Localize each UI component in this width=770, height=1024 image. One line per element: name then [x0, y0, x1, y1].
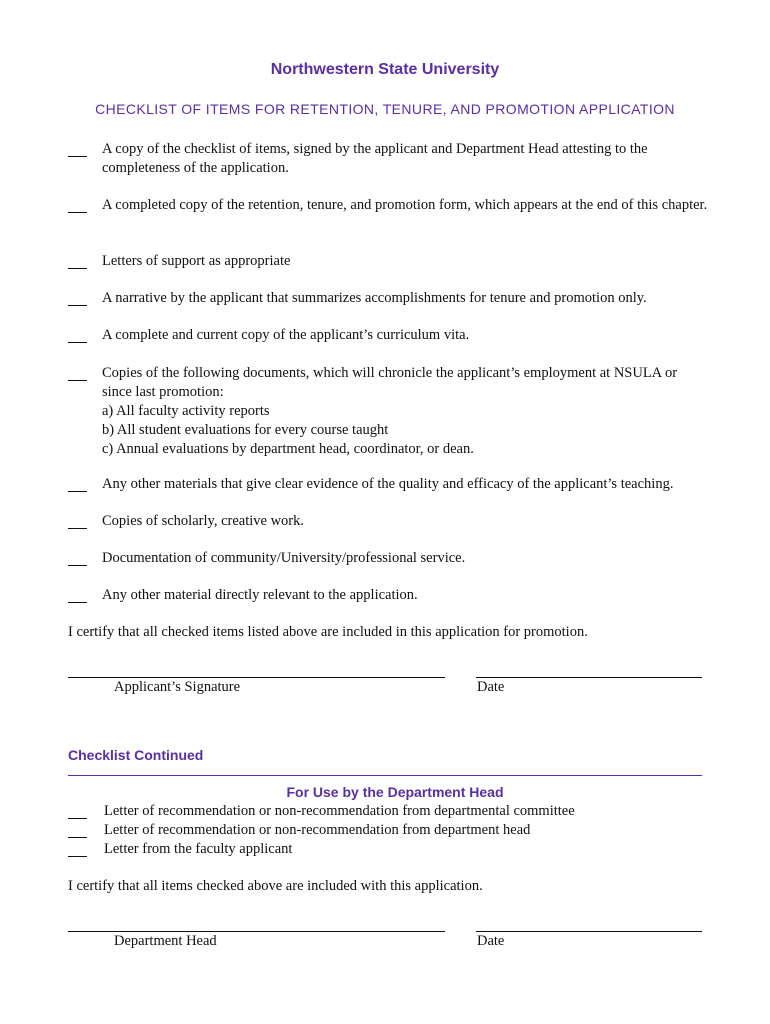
department-head-label: Department Head	[114, 933, 217, 949]
checklist-item-text	[102, 364, 708, 459]
date-signature-line[interactable]	[476, 931, 702, 932]
checklist-item-text: Copies of scholarly, creative work.	[102, 513, 304, 529]
checklist-subitem: b) All student evaluations for every course taught	[102, 422, 389, 438]
checklist-item	[68, 475, 708, 494]
checklist-item	[68, 364, 708, 459]
checklist-item-text: A completed copy of the retention, tenure, and promotion form, which appears at the end of this chapter.	[102, 197, 708, 213]
checklist-item-intro: Copies of the following documents, which will chronicle the applicant’s employment at NSULA or since last promotion:	[102, 365, 678, 400]
checklist-item	[68, 586, 708, 605]
checklist-subitem: c) Annual evaluations by department head, coordinator, or dean.	[102, 441, 474, 457]
certification-statement: I certify that all items checked above are included with this application.	[68, 878, 483, 894]
date-label: Date	[477, 933, 505, 949]
department-checklist-item	[68, 840, 708, 859]
checklist-item-text: Letter of recommendation or non-recommendation from department head	[104, 822, 531, 838]
checklist-item	[68, 196, 708, 215]
checklist-item	[68, 289, 708, 308]
checklist-item	[68, 140, 708, 178]
date-signature-line[interactable]	[476, 677, 702, 678]
date-label: Date	[477, 679, 505, 695]
checklist-title: CHECKLIST OF ITEMS FOR RETENTION, TENURE, AND PROMOTION APPLICATION	[95, 101, 675, 117]
applicant-signature-label: Applicant’s Signature	[114, 679, 241, 695]
checklist-continued-heading: Checklist Continued	[68, 747, 204, 763]
checklist-item-text: Any other material directly relevant to the application.	[102, 587, 418, 603]
checklist-item	[68, 252, 708, 271]
checklist-item-text: Any other materials that give clear evidence of the quality and efficacy of the applicant’s teaching.	[102, 476, 674, 492]
checklist-item	[68, 512, 708, 531]
university-name: Northwestern State University	[270, 61, 500, 78]
checklist-item	[68, 326, 708, 345]
checklist-item-text: Letters of support as appropriate	[102, 253, 291, 269]
checklist-item	[68, 549, 708, 568]
department-checklist-item	[68, 802, 708, 821]
checklist-item-text: A complete and current copy of the applicant’s curriculum vita.	[102, 327, 470, 343]
checklist-item-text: A narrative by the applicant that summarizes accomplishments for tenure and promotion only.	[102, 290, 647, 306]
department-checklist-item	[68, 821, 708, 840]
checklist-item-text: A copy of the checklist of items, signed by the applicant and Department Head attesting to the completeness of the application.	[102, 141, 648, 176]
checklist-item-text: Letter of recommendation or non-recommendation from departmental committee	[104, 803, 575, 819]
checklist-item-text: Letter from the faculty applicant	[104, 841, 293, 857]
checklist-subitem: a) All faculty activity reports	[102, 403, 270, 419]
section-divider	[68, 775, 702, 776]
department-head-heading: For Use by the Department Head	[286, 784, 504, 800]
certification-statement: I certify that all checked items listed above are included in this application for promotion.	[68, 624, 588, 640]
checklist-item-text: Documentation of community/University/professional service.	[102, 550, 466, 566]
